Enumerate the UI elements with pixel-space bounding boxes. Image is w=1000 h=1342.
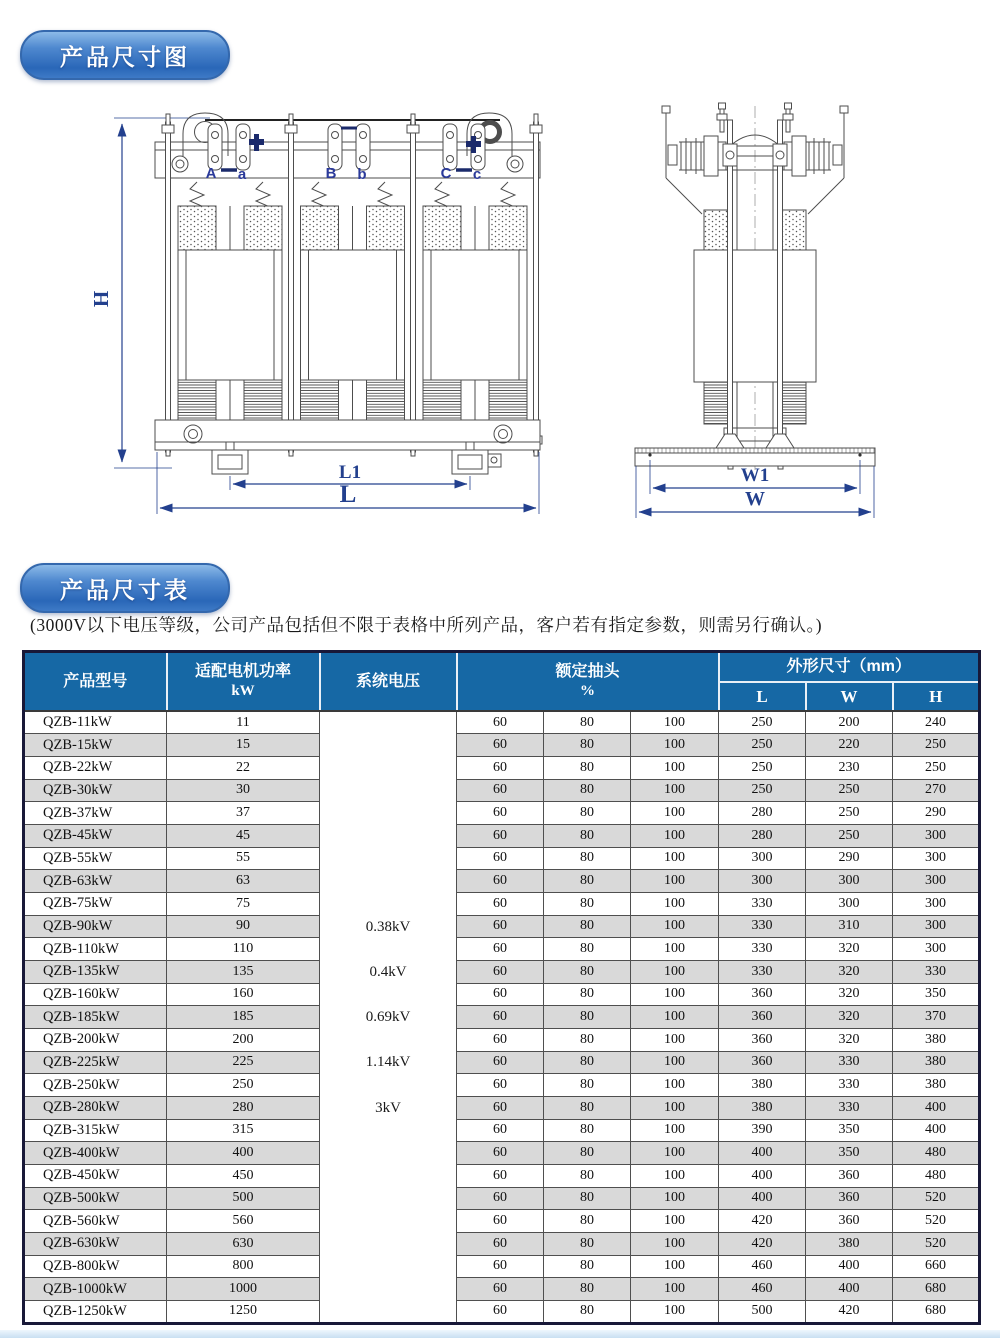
tap-cell: 80 bbox=[544, 1187, 631, 1210]
tap-cell: 100 bbox=[631, 734, 719, 757]
tap-cell: 80 bbox=[544, 1074, 631, 1097]
tap-cell: 60 bbox=[457, 847, 544, 870]
dim-cell: 520 bbox=[893, 1232, 980, 1255]
terminal-label: a bbox=[237, 166, 247, 183]
table-row bbox=[24, 983, 980, 1006]
tap-cell: 80 bbox=[544, 734, 631, 757]
dim-cell: 250 bbox=[719, 734, 806, 757]
dim-cell: 250 bbox=[806, 802, 893, 825]
tap-cell: 80 bbox=[544, 847, 631, 870]
voltage-value: 0.4kV bbox=[369, 964, 407, 980]
tap-cell: 80 bbox=[544, 711, 631, 734]
power-cell: 450 bbox=[167, 1164, 320, 1187]
model-cell: QZB-280kW bbox=[24, 1096, 167, 1119]
table-row bbox=[24, 756, 980, 779]
dim-cell: 400 bbox=[893, 1119, 980, 1142]
model-cell: QZB-1250kW bbox=[24, 1300, 167, 1323]
power-cell: 280 bbox=[167, 1096, 320, 1119]
model-cell: QZB-185kW bbox=[24, 1006, 167, 1029]
terminal-label: B bbox=[325, 165, 337, 182]
table-row bbox=[24, 1028, 980, 1051]
dim-cell: 380 bbox=[893, 1028, 980, 1051]
dim-cell: 380 bbox=[893, 1051, 980, 1074]
terminal-label: A bbox=[205, 165, 217, 182]
dim-cell: 360 bbox=[719, 1006, 806, 1029]
tap-cell: 60 bbox=[457, 711, 544, 734]
tap-cell: 100 bbox=[631, 915, 719, 938]
power-cell: 135 bbox=[167, 960, 320, 983]
tap-cell: 60 bbox=[457, 1187, 544, 1210]
voltage-value: 0.38kV bbox=[365, 919, 411, 935]
tap-cell: 100 bbox=[631, 1187, 719, 1210]
power-cell: 22 bbox=[167, 756, 320, 779]
header-dim-l: L bbox=[719, 682, 806, 711]
dim-cell: 230 bbox=[806, 756, 893, 779]
tap-cell: 60 bbox=[457, 960, 544, 983]
system-voltage-cell bbox=[320, 711, 457, 1324]
power-cell: 225 bbox=[167, 1051, 320, 1074]
dim-cell: 250 bbox=[806, 779, 893, 802]
dim-cell: 310 bbox=[806, 915, 893, 938]
table-row bbox=[24, 779, 980, 802]
table-row bbox=[24, 1300, 980, 1323]
dim-cell: 250 bbox=[806, 824, 893, 847]
model-cell: QZB-560kW bbox=[24, 1210, 167, 1233]
header-voltage: 系统电压 bbox=[320, 652, 457, 712]
model-cell: QZB-75kW bbox=[24, 892, 167, 915]
dim-cell: 350 bbox=[806, 1142, 893, 1165]
model-cell: QZB-30kW bbox=[24, 779, 167, 802]
tap-cell: 80 bbox=[544, 960, 631, 983]
dim-cell: 330 bbox=[719, 892, 806, 915]
tap-cell: 100 bbox=[631, 711, 719, 734]
tap-cell: 80 bbox=[544, 938, 631, 961]
tap-cell: 80 bbox=[544, 1051, 631, 1074]
model-cell: QZB-11kW bbox=[24, 711, 167, 734]
table-row bbox=[24, 802, 980, 825]
dim-cell: 320 bbox=[806, 1006, 893, 1029]
dim-cell: 400 bbox=[719, 1187, 806, 1210]
model-cell: QZB-225kW bbox=[24, 1051, 167, 1074]
tap-cell: 100 bbox=[631, 847, 719, 870]
tap-cell: 60 bbox=[457, 734, 544, 757]
tap-cell: 60 bbox=[457, 802, 544, 825]
table-row bbox=[24, 1187, 980, 1210]
tap-cell: 100 bbox=[631, 1051, 719, 1074]
tap-cell: 100 bbox=[631, 938, 719, 961]
tap-cell: 60 bbox=[457, 1300, 544, 1323]
model-cell: QZB-110kW bbox=[24, 938, 167, 961]
model-cell: QZB-400kW bbox=[24, 1142, 167, 1165]
power-cell: 63 bbox=[167, 870, 320, 893]
tap-cell: 60 bbox=[457, 1255, 544, 1278]
tap-cell: 100 bbox=[631, 1006, 719, 1029]
table-row bbox=[24, 847, 980, 870]
tap-cell: 100 bbox=[631, 1255, 719, 1278]
dim-cell: 330 bbox=[806, 1096, 893, 1119]
tap-cell: 80 bbox=[544, 1255, 631, 1278]
power-cell: 500 bbox=[167, 1187, 320, 1210]
dim-cell: 420 bbox=[719, 1232, 806, 1255]
side-base-plate bbox=[635, 448, 875, 466]
model-cell: QZB-135kW bbox=[24, 960, 167, 983]
dim-cell: 250 bbox=[719, 779, 806, 802]
power-cell: 400 bbox=[167, 1142, 320, 1165]
table-row bbox=[24, 1278, 980, 1301]
dim-cell: 460 bbox=[719, 1278, 806, 1301]
header-power-line2: kW bbox=[231, 683, 255, 700]
tap-cell: 80 bbox=[544, 1096, 631, 1119]
power-cell: 560 bbox=[167, 1210, 320, 1233]
tap-cell: 60 bbox=[457, 1210, 544, 1233]
dim-cell: 380 bbox=[719, 1074, 806, 1097]
tap-cell: 80 bbox=[544, 1119, 631, 1142]
tap-cell: 100 bbox=[631, 1074, 719, 1097]
dim-cell: 240 bbox=[893, 711, 980, 734]
dim-cell: 350 bbox=[806, 1119, 893, 1142]
power-cell: 1000 bbox=[167, 1278, 320, 1301]
dim-cell: 400 bbox=[719, 1164, 806, 1187]
dim-cell: 680 bbox=[893, 1300, 980, 1323]
dim-cell: 330 bbox=[893, 960, 980, 983]
tap-cell: 100 bbox=[631, 983, 719, 1006]
power-cell: 1250 bbox=[167, 1300, 320, 1323]
dim-cell: 220 bbox=[806, 734, 893, 757]
tap-cell: 80 bbox=[544, 802, 631, 825]
table-note: (3000V以下电压等级，公司产品包括但不限于表格中所列产品，客户若有指定参数，则需另行确认。) bbox=[30, 615, 823, 635]
dim-cell: 390 bbox=[719, 1119, 806, 1142]
dim-cell: 660 bbox=[893, 1255, 980, 1278]
section-title-dimension-table: 产品尺寸表 bbox=[20, 563, 230, 613]
table-row bbox=[24, 734, 980, 757]
front-view-drawing bbox=[89, 113, 542, 514]
tap-cell: 100 bbox=[631, 824, 719, 847]
table-row bbox=[24, 1232, 980, 1255]
tap-cell: 100 bbox=[631, 1210, 719, 1233]
tap-cell: 80 bbox=[544, 1232, 631, 1255]
tap-cell: 60 bbox=[457, 870, 544, 893]
table-row bbox=[24, 1051, 980, 1074]
dim-cell: 380 bbox=[806, 1232, 893, 1255]
dim-cell: 400 bbox=[893, 1096, 980, 1119]
power-cell: 250 bbox=[167, 1074, 320, 1097]
tap-cell: 100 bbox=[631, 756, 719, 779]
side-view-drawing bbox=[635, 103, 875, 518]
header-power-line1: 适配电机功率 bbox=[194, 663, 291, 681]
table-row bbox=[24, 1096, 980, 1119]
tap-cell: 100 bbox=[631, 892, 719, 915]
tap-cell: 80 bbox=[544, 1164, 631, 1187]
table-row bbox=[24, 1210, 980, 1233]
table-row bbox=[24, 1142, 980, 1165]
tap-cell: 60 bbox=[457, 1074, 544, 1097]
tap-cell: 100 bbox=[631, 1300, 719, 1323]
dim-cell: 300 bbox=[893, 847, 980, 870]
dim-cell: 300 bbox=[806, 870, 893, 893]
dim-cell: 400 bbox=[806, 1255, 893, 1278]
tap-cell: 100 bbox=[631, 1142, 719, 1165]
terminal-label: c bbox=[472, 166, 482, 183]
dim-cell: 280 bbox=[719, 802, 806, 825]
table-row bbox=[24, 824, 980, 847]
model-cell: QZB-15kW bbox=[24, 734, 167, 757]
dim-cell: 350 bbox=[893, 983, 980, 1006]
tap-cell: 80 bbox=[544, 1210, 631, 1233]
dim-cell: 380 bbox=[893, 1074, 980, 1097]
tap-cell: 80 bbox=[544, 1300, 631, 1323]
dim-cell: 300 bbox=[893, 892, 980, 915]
dim-cell: 480 bbox=[893, 1142, 980, 1165]
model-cell: QZB-630kW bbox=[24, 1232, 167, 1255]
dim-cell: 380 bbox=[719, 1096, 806, 1119]
table-row bbox=[24, 960, 980, 983]
dim-cell: 300 bbox=[806, 892, 893, 915]
tap-cell: 60 bbox=[457, 1142, 544, 1165]
dim-cell: 270 bbox=[893, 779, 980, 802]
dim-cell: 360 bbox=[806, 1210, 893, 1233]
power-cell: 11 bbox=[167, 711, 320, 734]
dim-cell: 330 bbox=[719, 915, 806, 938]
tap-cell: 100 bbox=[631, 1164, 719, 1187]
dim-cell: 330 bbox=[806, 1051, 893, 1074]
tap-cell: 60 bbox=[457, 892, 544, 915]
power-cell: 90 bbox=[167, 915, 320, 938]
product-dimension-drawing bbox=[0, 98, 1000, 543]
tap-cell: 100 bbox=[631, 870, 719, 893]
tap-cell: 60 bbox=[457, 779, 544, 802]
tap-cell: 60 bbox=[457, 1278, 544, 1301]
model-cell: QZB-315kW bbox=[24, 1119, 167, 1142]
model-cell: QZB-800kW bbox=[24, 1255, 167, 1278]
tap-cell: 80 bbox=[544, 824, 631, 847]
dim-cell: 250 bbox=[893, 734, 980, 757]
table-row bbox=[24, 1119, 980, 1142]
model-cell: QZB-90kW bbox=[24, 915, 167, 938]
dim-cell: 280 bbox=[719, 824, 806, 847]
tap-cell: 60 bbox=[457, 1164, 544, 1187]
tap-cell: 100 bbox=[631, 1028, 719, 1051]
table-row bbox=[24, 892, 980, 915]
header-taps bbox=[457, 652, 719, 712]
tap-cell: 80 bbox=[544, 892, 631, 915]
dim-cell: 320 bbox=[806, 938, 893, 961]
model-cell: QZB-55kW bbox=[24, 847, 167, 870]
dim-cell: 520 bbox=[893, 1187, 980, 1210]
tap-cell: 80 bbox=[544, 1006, 631, 1029]
header-taps-line1: 额定抽头 bbox=[555, 663, 620, 681]
dim-cell: 320 bbox=[806, 1028, 893, 1051]
table-row bbox=[24, 1074, 980, 1097]
dim-cell: 200 bbox=[806, 711, 893, 734]
dim-cell: 320 bbox=[806, 960, 893, 983]
tap-cell: 80 bbox=[544, 1278, 631, 1301]
dim-cell: 360 bbox=[719, 1028, 806, 1051]
dim-label-w1: W1 bbox=[740, 465, 770, 486]
model-cell: QZB-200kW bbox=[24, 1028, 167, 1051]
tap-cell: 100 bbox=[631, 1232, 719, 1255]
tap-cell: 80 bbox=[544, 983, 631, 1006]
voltage-value: 0.69kV bbox=[365, 1009, 411, 1025]
tap-cell: 60 bbox=[457, 938, 544, 961]
tap-cell: 100 bbox=[631, 1096, 719, 1119]
dim-cell: 290 bbox=[806, 847, 893, 870]
tap-cell: 80 bbox=[544, 915, 631, 938]
power-cell: 75 bbox=[167, 892, 320, 915]
tap-cell: 100 bbox=[631, 1278, 719, 1301]
header-dim-w: W bbox=[806, 682, 893, 711]
power-cell: 630 bbox=[167, 1232, 320, 1255]
dim-label-w: W bbox=[745, 488, 765, 510]
tap-cell: 80 bbox=[544, 1142, 631, 1165]
section-title-dimension-diagram: 产品尺寸图 bbox=[20, 30, 230, 80]
tap-cell: 60 bbox=[457, 915, 544, 938]
dim-cell: 370 bbox=[893, 1006, 980, 1029]
header-taps-line2: % bbox=[580, 683, 595, 700]
product-dimension-table bbox=[22, 650, 981, 1325]
dim-cell: 250 bbox=[893, 756, 980, 779]
tap-cell: 100 bbox=[631, 1119, 719, 1142]
tap-cell: 80 bbox=[544, 756, 631, 779]
header-power bbox=[167, 652, 320, 712]
dim-cell: 360 bbox=[806, 1187, 893, 1210]
model-cell: QZB-22kW bbox=[24, 756, 167, 779]
dim-cell: 330 bbox=[719, 960, 806, 983]
model-cell: QZB-250kW bbox=[24, 1074, 167, 1097]
tap-cell: 100 bbox=[631, 779, 719, 802]
power-cell: 55 bbox=[167, 847, 320, 870]
dim-cell: 300 bbox=[719, 870, 806, 893]
tap-cell: 60 bbox=[457, 983, 544, 1006]
tap-cell: 80 bbox=[544, 1028, 631, 1051]
dim-cell: 330 bbox=[719, 938, 806, 961]
header-dim-h: H bbox=[893, 682, 980, 711]
header-dimensions: 外形尺寸（mm） bbox=[719, 652, 980, 683]
table-row bbox=[24, 938, 980, 961]
tap-cell: 60 bbox=[457, 756, 544, 779]
table-row bbox=[24, 870, 980, 893]
tap-cell: 60 bbox=[457, 1232, 544, 1255]
model-cell: QZB-500kW bbox=[24, 1187, 167, 1210]
table-row bbox=[24, 1164, 980, 1187]
dim-label-h: H bbox=[89, 290, 113, 308]
dim-cell: 300 bbox=[893, 915, 980, 938]
tap-cell: 80 bbox=[544, 779, 631, 802]
tap-cell: 60 bbox=[457, 1096, 544, 1119]
coil-columns bbox=[178, 206, 527, 420]
power-cell: 37 bbox=[167, 802, 320, 825]
dim-cell: 300 bbox=[893, 938, 980, 961]
dim-label-l: L bbox=[339, 481, 357, 508]
dim-cell: 420 bbox=[719, 1210, 806, 1233]
dim-cell: 290 bbox=[893, 802, 980, 825]
table-row bbox=[24, 1006, 980, 1029]
voltage-value: 1.14kV bbox=[365, 1054, 411, 1070]
dim-cell: 520 bbox=[893, 1210, 980, 1233]
power-cell: 45 bbox=[167, 824, 320, 847]
model-cell: QZB-45kW bbox=[24, 824, 167, 847]
dim-cell: 460 bbox=[719, 1255, 806, 1278]
model-cell: QZB-160kW bbox=[24, 983, 167, 1006]
dim-cell: 300 bbox=[893, 870, 980, 893]
power-cell: 800 bbox=[167, 1255, 320, 1278]
bottom-accent-strip bbox=[0, 1330, 1000, 1338]
dim-cell: 360 bbox=[719, 1051, 806, 1074]
table-row bbox=[24, 915, 980, 938]
tap-cell: 60 bbox=[457, 824, 544, 847]
model-cell: QZB-1000kW bbox=[24, 1278, 167, 1301]
power-cell: 200 bbox=[167, 1028, 320, 1051]
dim-cell: 500 bbox=[719, 1300, 806, 1323]
tap-cell: 100 bbox=[631, 960, 719, 983]
table-row bbox=[24, 711, 980, 734]
table-row bbox=[24, 1255, 980, 1278]
dim-cell: 420 bbox=[806, 1300, 893, 1323]
dim-label-l1: L1 bbox=[338, 462, 362, 483]
header-model: 产品型号 bbox=[24, 652, 167, 712]
power-cell: 315 bbox=[167, 1119, 320, 1142]
tap-cell: 80 bbox=[544, 870, 631, 893]
power-cell: 110 bbox=[167, 938, 320, 961]
dim-cell: 300 bbox=[719, 847, 806, 870]
model-cell: QZB-37kW bbox=[24, 802, 167, 825]
tap-cell: 60 bbox=[457, 1006, 544, 1029]
tap-cell: 60 bbox=[457, 1051, 544, 1074]
dim-cell: 330 bbox=[806, 1074, 893, 1097]
dim-cell: 360 bbox=[719, 983, 806, 1006]
power-cell: 185 bbox=[167, 1006, 320, 1029]
model-cell: QZB-63kW bbox=[24, 870, 167, 893]
voltage-value: 3kV bbox=[375, 1100, 401, 1116]
dim-cell: 250 bbox=[719, 711, 806, 734]
dim-cell: 400 bbox=[806, 1278, 893, 1301]
dim-cell: 320 bbox=[806, 983, 893, 1006]
dim-cell: 360 bbox=[806, 1164, 893, 1187]
tap-cell: 100 bbox=[631, 802, 719, 825]
tap-cell: 60 bbox=[457, 1028, 544, 1051]
dim-cell: 680 bbox=[893, 1278, 980, 1301]
table-body bbox=[24, 711, 980, 1324]
terminal-label: b bbox=[357, 166, 367, 183]
terminal-straps bbox=[208, 124, 485, 170]
power-cell: 15 bbox=[167, 734, 320, 757]
terminal-label: C bbox=[440, 165, 452, 182]
dim-cell: 300 bbox=[893, 824, 980, 847]
tap-cell: 60 bbox=[457, 1119, 544, 1142]
model-cell: QZB-450kW bbox=[24, 1164, 167, 1187]
dim-cell: 400 bbox=[719, 1142, 806, 1165]
dim-cell: 250 bbox=[719, 756, 806, 779]
dim-cell: 480 bbox=[893, 1164, 980, 1187]
power-cell: 30 bbox=[167, 779, 320, 802]
power-cell: 160 bbox=[167, 983, 320, 1006]
